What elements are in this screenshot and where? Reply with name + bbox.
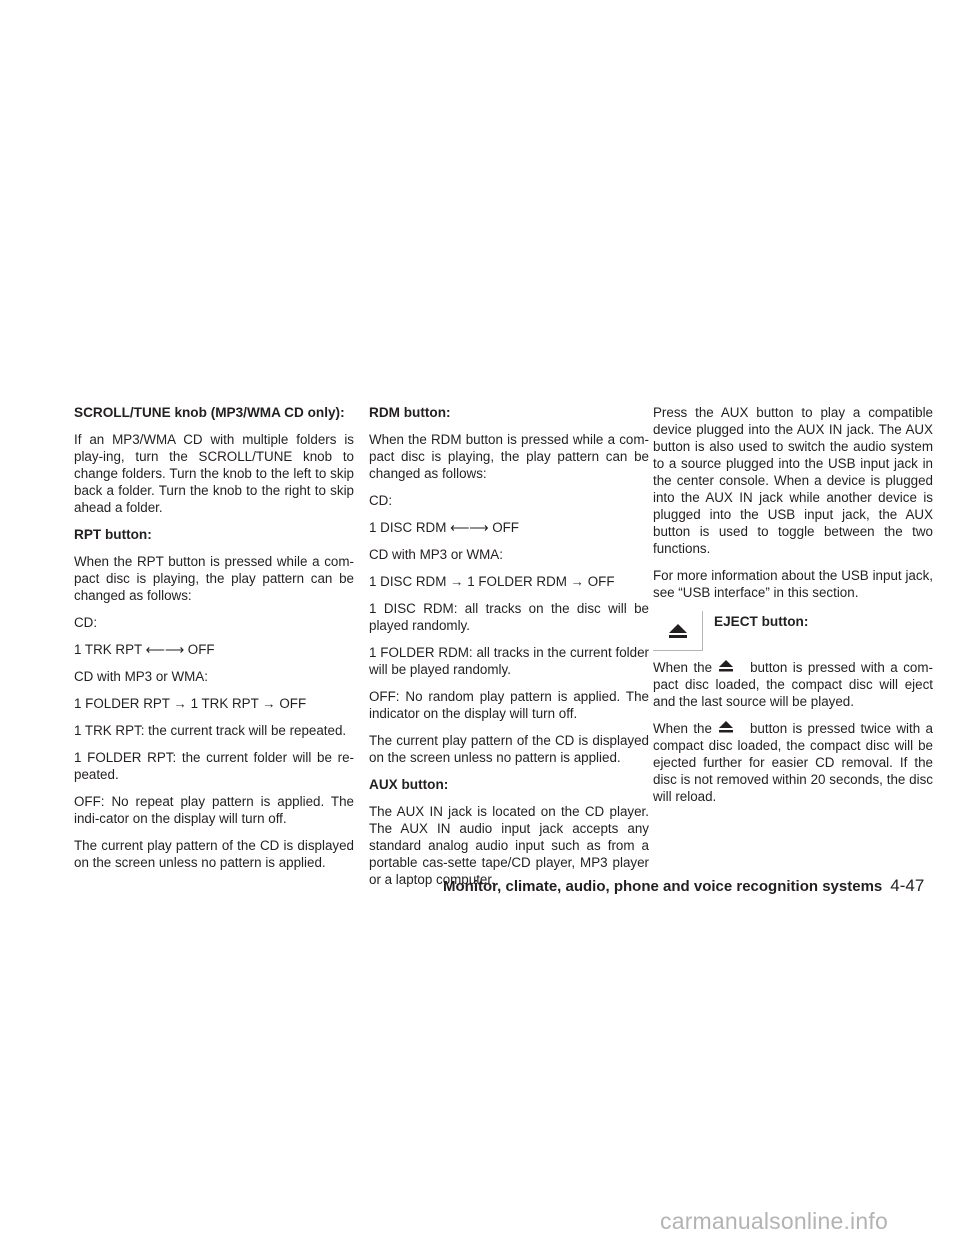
rpt-intro: When the RPT button is pressed while a com-pact disc is playing, the play pattern can be changed as follows:	[74, 554, 354, 603]
rdm-off-desc: OFF: No random play pattern is applied. The indicator on the display will turn off.	[369, 689, 649, 721]
when-the-label: When the	[653, 660, 713, 675]
rpt-mp3-pattern: 1 FOLDER RPT → 1 TRK RPT → OFF	[74, 696, 307, 711]
when-the-label: When the	[653, 721, 712, 736]
rpt-trk-desc: 1 TRK RPT: the current track will be repeated.	[74, 723, 347, 738]
rdm-intro: When the RDM button is pressed while a com-pact disc is playing, the play pattern can be changed as follows:	[369, 432, 649, 481]
aux-heading: AUX button:	[369, 777, 449, 792]
eject-icon	[716, 720, 736, 734]
eject-once-text	[653, 659, 933, 710]
rdm-mp3-pattern: 1 DISC RDM → 1 FOLDER RDM → OFF	[369, 574, 615, 589]
aux-press-text: Press the AUX button to play a compatible device plugged into the AUX IN jack. The AUX button is also used to switch the audio system to a source plugged into the USB input jack in the center console. When a device is plugged into the AUX IN jack while another device is plugged into the USB input jack, the AUX button is used to toggle between the two functions.	[653, 405, 933, 556]
scroll-tune-heading: SCROLL/TUNE knob (MP3/WMA CD only):	[74, 405, 345, 420]
rpt-mp3-label: CD with MP3 or WMA:	[74, 669, 208, 684]
middle-column	[369, 404, 649, 898]
right-column	[653, 404, 933, 815]
eject-once-desc: button is pressed with a com-pact disc loaded, the compact disc will eject and the last source will be played.	[653, 660, 933, 709]
rpt-heading: RPT button:	[74, 527, 152, 542]
rdm-cd-label: CD:	[369, 493, 393, 508]
rpt-cd-label: CD:	[74, 615, 98, 630]
eject-icon	[716, 659, 736, 673]
rdm-current-desc: The current play pattern of the CD is displayed on the screen unless no pattern is applied.	[369, 733, 649, 765]
eject-heading: EJECT button:	[714, 614, 809, 629]
rpt-folder-desc: 1 FOLDER RPT: the current folder will be re-peated.	[74, 750, 354, 782]
watermark: carmanualsonline.info	[660, 1208, 888, 1234]
page-number: 4-47	[890, 876, 925, 895]
rdm-folder-desc: 1 FOLDER RDM: all tracks in the current folder will be played randomly.	[369, 645, 649, 677]
rpt-cd-pattern: 1 TRK RPT ⟵⟶ OFF	[74, 642, 215, 657]
eject-section-header	[653, 611, 933, 651]
rpt-current-desc: The current play pattern of the CD is displayed on the screen unless no pattern is applied.	[74, 838, 354, 870]
eject-twice-text	[653, 720, 933, 805]
rpt-off-desc: OFF: No repeat play pattern is applied. The indi-cator on the display will turn off.	[74, 794, 354, 826]
scroll-tune-text: If an MP3/WMA CD with multiple folders is play-ing, turn the SCROLL/TUNE knob to change folders. Turn the knob to the left to skip back a folder. Turn the knob to the right to skip ahead a folder.	[74, 432, 354, 515]
rdm-mp3-label: CD with MP3 or WMA:	[369, 547, 503, 562]
footer-section-title: Monitor, climate, audio, phone and voice recognition systems	[443, 878, 883, 895]
rdm-disc-desc: 1 DISC RDM: all tracks on the disc will be played randomly.	[369, 601, 649, 633]
rdm-cd-pattern: 1 DISC RDM ⟵⟶ OFF	[369, 520, 519, 535]
left-column	[74, 404, 354, 881]
page-footer	[443, 876, 925, 897]
eject-twice-desc: button is pressed twice with a compact disc loaded, the compact disc will be ejected further for easier CD removal. If the disc is not removed within 20 seconds, the disc will reload.	[653, 721, 933, 804]
aux-text: The AUX IN jack is located on the CD player. The AUX IN audio input jack accepts any standard analog audio input such as from a portable cas-sette tape/CD player, MP3 player or a laptop computer.	[369, 804, 649, 887]
rdm-heading: RDM button:	[369, 405, 451, 420]
usb-info-text: For more information about the USB input jack, see “USB interface” in this section.	[653, 568, 933, 600]
eject-icon	[653, 611, 703, 651]
